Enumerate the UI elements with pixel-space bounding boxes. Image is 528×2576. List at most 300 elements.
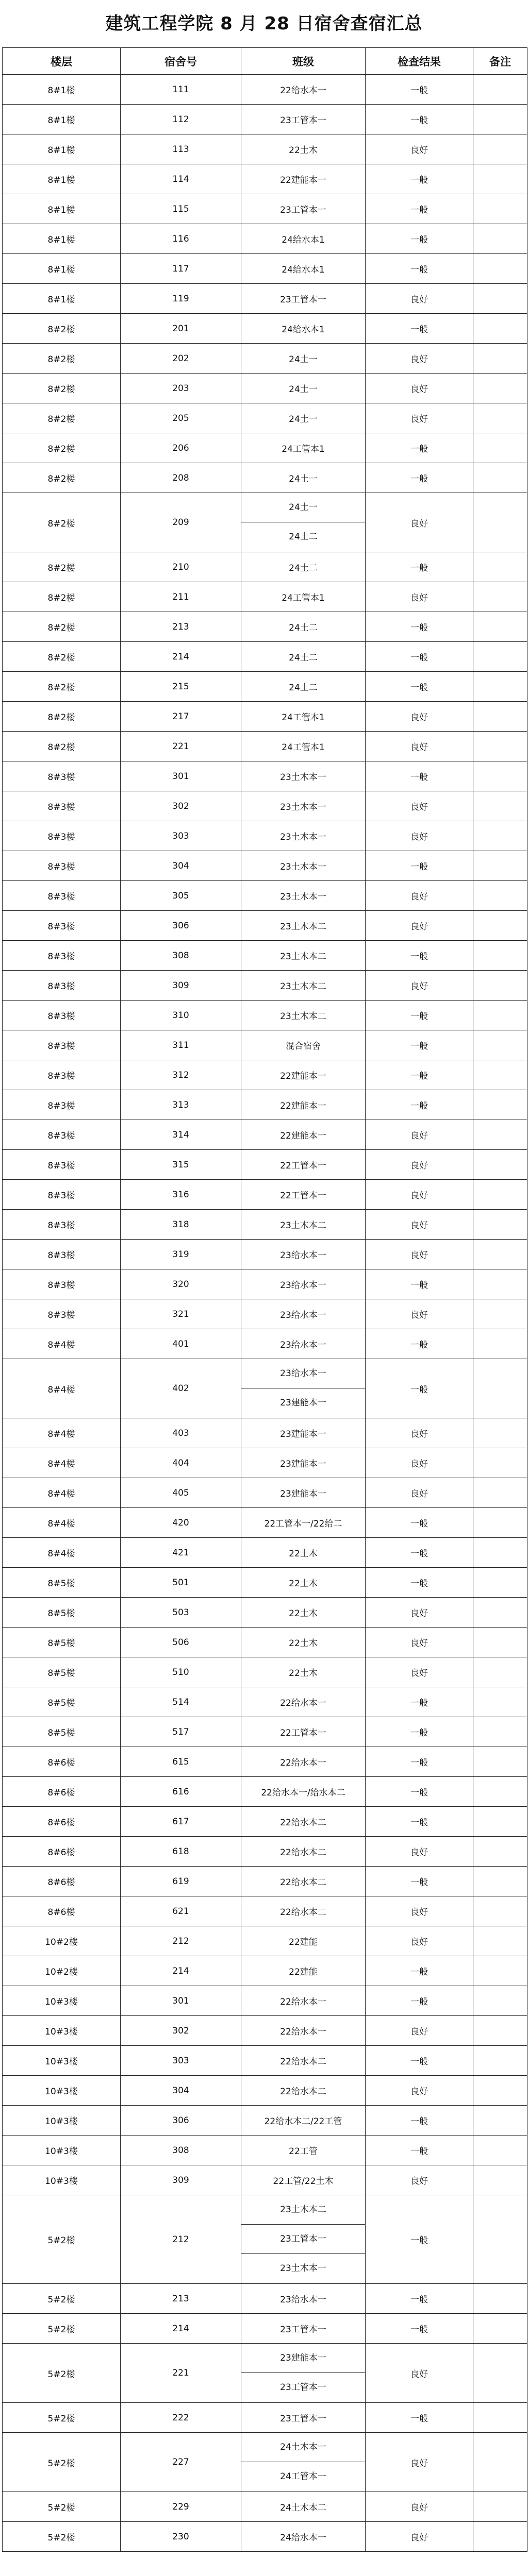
room-number-cell: 203 — [121, 374, 241, 403]
table-row — [3, 2522, 527, 2552]
building-cell: 8#1楼 — [3, 105, 121, 134]
class-cell: 24土木本二 — [241, 2492, 366, 2522]
result-cell: 良好 — [366, 403, 473, 433]
building-cell: 8#1楼 — [3, 134, 121, 164]
result-cell: 一般 — [366, 2284, 473, 2314]
room-number-cell: 316 — [121, 1180, 241, 1210]
table-row — [3, 1657, 527, 1687]
result-cell: 良好 — [366, 791, 473, 821]
room-number-cell: 309 — [121, 2165, 241, 2195]
class-cell: 22土木 — [241, 1657, 366, 1687]
room-number-cell: 506 — [121, 1628, 241, 1657]
building-cell: 8#6楼 — [3, 1867, 121, 1896]
result-cell: 良好 — [366, 1926, 473, 1956]
table-header-row — [3, 48, 527, 75]
result-cell: 一般 — [366, 1867, 473, 1896]
result-cell: 一般 — [366, 1060, 473, 1090]
building-cell: 8#2楼 — [3, 344, 121, 374]
note-cell — [473, 1120, 527, 1150]
result-cell: 良好 — [366, 2016, 473, 2046]
class-cell: 22给水本二 — [241, 1837, 366, 1867]
class-cell: 23工管本一 — [241, 2403, 366, 2433]
result-cell: 一般 — [366, 1956, 473, 1986]
room-number-cell: 405 — [121, 1478, 241, 1508]
room-number-cell: 112 — [121, 105, 241, 134]
result-cell: 良好 — [366, 1657, 473, 1687]
result-cell: 一般 — [366, 2136, 473, 2165]
room-number-cell: 222 — [121, 2403, 241, 2433]
room-number-cell: 303 — [121, 821, 241, 851]
table-row — [3, 2284, 527, 2314]
class-cell — [241, 2433, 366, 2492]
note-cell — [473, 75, 527, 105]
building-cell: 8#5楼 — [3, 1568, 121, 1598]
room-number-cell: 615 — [121, 1747, 241, 1777]
table-row — [3, 1538, 527, 1568]
note-cell — [473, 2314, 527, 2344]
table-row — [3, 2433, 527, 2492]
table-row — [3, 75, 527, 105]
class-cell: 23土木本二 — [241, 941, 366, 971]
table-row — [3, 1060, 527, 1090]
room-number-cell: 616 — [121, 1777, 241, 1807]
class-cell: 22建能 — [241, 1956, 366, 1986]
building-cell: 8#3楼 — [3, 1150, 121, 1180]
room-number-cell: 302 — [121, 791, 241, 821]
note-cell — [473, 791, 527, 821]
result-cell: 一般 — [366, 1269, 473, 1299]
class-cell: 23土木本一 — [241, 881, 366, 911]
result-cell: 一般 — [366, 194, 473, 224]
building-cell: 8#3楼 — [3, 971, 121, 1001]
note-cell — [473, 702, 527, 732]
result-cell: 良好 — [366, 582, 473, 612]
note-cell — [473, 1508, 527, 1538]
table-row — [3, 1867, 527, 1896]
result-cell: 良好 — [366, 1478, 473, 1508]
table-row — [3, 1568, 527, 1598]
class-cell: 24工管本1 — [241, 433, 366, 463]
building-cell: 8#1楼 — [3, 194, 121, 224]
class-cell: 22给水本一 — [241, 2016, 366, 2046]
result-cell: 一般 — [366, 75, 473, 105]
class-cell: 23工管本一 — [241, 284, 366, 314]
note-cell — [473, 1150, 527, 1180]
table-row — [3, 403, 527, 433]
class-sub-cell: 23建能本一 — [280, 2353, 326, 2363]
class-cell: 23土木本二 — [241, 1001, 366, 1030]
result-cell: 一般 — [366, 1359, 473, 1418]
table-row — [3, 1120, 527, 1150]
result-cell: 良好 — [366, 2344, 473, 2403]
class-cell: 23土木本一 — [241, 851, 366, 881]
room-number-cell: 201 — [121, 314, 241, 344]
note-cell — [473, 1060, 527, 1090]
building-cell: 8#5楼 — [3, 1687, 121, 1717]
room-number-cell: 618 — [121, 1837, 241, 1867]
table-row — [3, 851, 527, 881]
building-cell: 8#3楼 — [3, 761, 121, 791]
class-cell: 22工管本一 — [241, 1180, 366, 1210]
table-row — [3, 821, 527, 851]
note-cell — [473, 284, 527, 314]
building-cell: 8#3楼 — [3, 1210, 121, 1240]
result-cell: 一般 — [366, 1568, 473, 1598]
room-number-cell: 318 — [121, 1210, 241, 1240]
table-row — [3, 1628, 527, 1657]
table-row — [3, 881, 527, 911]
building-cell: 10#3楼 — [3, 2046, 121, 2076]
table-row — [3, 1448, 527, 1478]
result-cell: 良好 — [366, 1150, 473, 1180]
room-number-cell: 311 — [121, 1030, 241, 1060]
building-cell: 8#2楼 — [3, 732, 121, 761]
class-cell: 22给水本一/给水本二 — [241, 1777, 366, 1807]
table-row — [3, 2046, 527, 2076]
result-cell: 一般 — [366, 164, 473, 194]
table-row — [3, 1001, 527, 1030]
class-cell: 24土一 — [241, 403, 366, 433]
class-cell: 24土二 — [241, 642, 366, 672]
note-cell — [473, 1568, 527, 1598]
room-number-cell: 617 — [121, 1807, 241, 1837]
room-number-cell: 217 — [121, 702, 241, 732]
class-cell: 23给水本一 — [241, 1299, 366, 1329]
class-cell: 22土木 — [241, 1538, 366, 1568]
note-cell — [473, 314, 527, 344]
table-row — [3, 2136, 527, 2165]
note-cell — [473, 2016, 527, 2046]
result-cell: 一般 — [366, 1538, 473, 1568]
table-row — [3, 224, 527, 254]
building-cell: 8#2楼 — [3, 702, 121, 732]
room-number-cell: 119 — [121, 284, 241, 314]
note-cell — [473, 1657, 527, 1687]
class-cell: 23建能本一 — [241, 1418, 366, 1448]
room-number-cell: 214 — [121, 1956, 241, 1986]
note-cell — [473, 254, 527, 284]
result-cell: 良好 — [366, 732, 473, 761]
note-cell — [473, 164, 527, 194]
class-cell: 23建能本一 — [241, 1478, 366, 1508]
table-row — [3, 1508, 527, 1538]
result-cell: 良好 — [366, 1180, 473, 1210]
building-cell: 8#6楼 — [3, 1777, 121, 1807]
building-cell: 8#6楼 — [3, 1837, 121, 1867]
table-row — [3, 194, 527, 224]
note-cell — [473, 911, 527, 941]
table-row — [3, 134, 527, 164]
room-number-cell: 510 — [121, 1657, 241, 1687]
note-cell — [473, 1956, 527, 1986]
table-row — [3, 2344, 527, 2403]
class-cell: 22给水本二/22工管 — [241, 2106, 366, 2136]
building-cell: 10#3楼 — [3, 2165, 121, 2195]
building-cell: 8#3楼 — [3, 911, 121, 941]
building-cell: 8#2楼 — [3, 403, 121, 433]
table-row — [3, 1030, 527, 1060]
note-cell — [473, 433, 527, 463]
class-cell: 22工管本一 — [241, 1150, 366, 1180]
table-row — [3, 2106, 527, 2136]
room-number-cell: 202 — [121, 344, 241, 374]
class-cell: 24给水本1 — [241, 254, 366, 284]
class-cell: 22给水本一 — [241, 1986, 366, 2016]
building-cell: 8#5楼 — [3, 1598, 121, 1628]
class-cell: 23工管本一 — [241, 105, 366, 134]
note-cell — [473, 881, 527, 911]
class-cell: 23工管本一 — [241, 2314, 366, 2344]
note-cell — [473, 1030, 527, 1060]
building-cell: 8#3楼 — [3, 881, 121, 911]
building-cell: 8#4楼 — [3, 1359, 121, 1418]
result-cell: 良好 — [366, 134, 473, 164]
room-number-cell: 212 — [121, 1926, 241, 1956]
room-number-cell: 306 — [121, 2106, 241, 2136]
note-cell — [473, 374, 527, 403]
result-cell: 一般 — [366, 2046, 473, 2076]
note-cell — [473, 552, 527, 582]
note-cell — [473, 1628, 527, 1657]
result-cell: 一般 — [366, 1807, 473, 1837]
note-cell — [473, 1986, 527, 2016]
class-cell — [241, 1359, 366, 1418]
table-row — [3, 105, 527, 134]
result-cell: 良好 — [366, 1896, 473, 1926]
note-cell — [473, 105, 527, 134]
table-row — [3, 1747, 527, 1777]
note-cell — [473, 1538, 527, 1568]
table-row — [3, 1359, 527, 1418]
table-row — [3, 582, 527, 612]
class-sub-cell: 23土木本一 — [241, 2253, 365, 2283]
class-sub-cell: 23工管本一 — [241, 2372, 365, 2402]
result-cell: 一般 — [366, 1717, 473, 1747]
building-cell: 8#3楼 — [3, 1030, 121, 1060]
room-number-cell: 213 — [121, 2284, 241, 2314]
table-row — [3, 2016, 527, 2046]
class-cell: 22给水本一 — [241, 1747, 366, 1777]
result-cell: 良好 — [366, 374, 473, 403]
room-number-cell: 211 — [121, 582, 241, 612]
table-row — [3, 1418, 527, 1448]
note-cell — [473, 2195, 527, 2284]
class-cell: 23建能本一 — [241, 1448, 366, 1478]
result-cell: 良好 — [366, 1120, 473, 1150]
building-cell: 8#4楼 — [3, 1508, 121, 1538]
result-cell: 一般 — [366, 672, 473, 702]
building-cell: 5#2楼 — [3, 2492, 121, 2522]
building-cell: 8#5楼 — [3, 1717, 121, 1747]
room-number-cell: 210 — [121, 552, 241, 582]
table-row — [3, 1478, 527, 1508]
note-cell — [473, 1837, 527, 1867]
result-cell: 良好 — [366, 881, 473, 911]
note-cell — [473, 1299, 527, 1329]
table-body — [3, 75, 527, 2552]
room-number-cell: 206 — [121, 433, 241, 463]
table-row — [3, 344, 527, 374]
note-cell — [473, 2344, 527, 2403]
table-row — [3, 1240, 527, 1269]
note-cell — [473, 1478, 527, 1508]
building-cell: 8#3楼 — [3, 791, 121, 821]
note-cell — [473, 612, 527, 642]
result-cell: 一般 — [366, 2314, 473, 2344]
note-cell — [473, 194, 527, 224]
building-cell: 8#1楼 — [3, 254, 121, 284]
note-cell — [473, 2165, 527, 2195]
building-cell: 8#1楼 — [3, 284, 121, 314]
table-row — [3, 2403, 527, 2433]
class-cell — [241, 2344, 366, 2403]
room-number-cell: 421 — [121, 1538, 241, 1568]
table-row — [3, 314, 527, 344]
class-cell: 24工管本1 — [241, 732, 366, 761]
room-number-cell: 212 — [121, 2195, 241, 2284]
result-cell: 一般 — [366, 552, 473, 582]
note-cell — [473, 1090, 527, 1120]
class-cell: 22建能本一 — [241, 1060, 366, 1090]
result-cell: 良好 — [366, 2165, 473, 2195]
note-cell — [473, 1240, 527, 1269]
table-row — [3, 1687, 527, 1717]
room-number-cell: 301 — [121, 1986, 241, 2016]
result-cell: 一般 — [366, 1329, 473, 1359]
class-cell: 22工管本一/22给二 — [241, 1508, 366, 1538]
table-row — [3, 1598, 527, 1628]
class-sub-cell: 24土木本一 — [280, 2442, 326, 2452]
table-row — [3, 493, 527, 552]
class-cell: 24工管本1 — [241, 582, 366, 612]
result-cell: 良好 — [366, 1418, 473, 1448]
note-cell — [473, 761, 527, 791]
result-cell: 良好 — [366, 1448, 473, 1478]
result-cell: 良好 — [366, 911, 473, 941]
building-cell: 8#2楼 — [3, 433, 121, 463]
room-number-cell: 213 — [121, 612, 241, 642]
room-number-cell: 113 — [121, 134, 241, 164]
table-row — [3, 1926, 527, 1956]
class-cell: 23土木本一 — [241, 761, 366, 791]
note-cell — [473, 2522, 527, 2552]
page-title: 建筑工程学院 8 月 28 日宿舍查宿汇总 — [105, 13, 423, 34]
class-cell: 24给水本1 — [241, 314, 366, 344]
class-cell: 23给水本一 — [241, 1329, 366, 1359]
table-row — [3, 1896, 527, 1926]
column-header-room: 宿舍号 — [121, 48, 241, 75]
class-cell: 22给水本二 — [241, 1896, 366, 1926]
result-cell: 良好 — [366, 493, 473, 552]
room-number-cell: 221 — [121, 732, 241, 761]
result-cell: 一般 — [366, 612, 473, 642]
room-number-cell: 312 — [121, 1060, 241, 1090]
result-cell: 一般 — [366, 105, 473, 134]
class-sub-cell: 24土一 — [289, 502, 318, 513]
class-cell: 24土二 — [241, 672, 366, 702]
result-cell: 一般 — [366, 851, 473, 881]
note-cell — [473, 732, 527, 761]
note-cell — [473, 1418, 527, 1448]
table-row — [3, 463, 527, 493]
note-cell — [473, 1807, 527, 1837]
class-cell: 23给水本一 — [241, 2284, 366, 2314]
result-cell: 一般 — [366, 761, 473, 791]
note-cell — [473, 1448, 527, 1478]
result-cell: 良好 — [366, 284, 473, 314]
room-number-cell: 315 — [121, 1150, 241, 1180]
result-cell: 一般 — [366, 1986, 473, 2016]
class-cell: 22土木 — [241, 1628, 366, 1657]
building-cell: 10#3楼 — [3, 2076, 121, 2106]
result-cell: 一般 — [366, 1508, 473, 1538]
note-cell — [473, 1747, 527, 1777]
result-cell: 一般 — [366, 642, 473, 672]
building-cell: 8#3楼 — [3, 1120, 121, 1150]
building-cell: 8#2楼 — [3, 552, 121, 582]
class-cell: 24土一 — [241, 344, 366, 374]
room-number-cell: 114 — [121, 164, 241, 194]
room-number-cell: 321 — [121, 1299, 241, 1329]
building-cell: 8#2楼 — [3, 314, 121, 344]
result-cell: 一般 — [366, 2106, 473, 2136]
table-row — [3, 1329, 527, 1359]
note-cell — [473, 941, 527, 971]
note-cell — [473, 971, 527, 1001]
result-cell: 一般 — [366, 433, 473, 463]
building-cell: 8#3楼 — [3, 1180, 121, 1210]
building-cell: 8#3楼 — [3, 851, 121, 881]
building-cell: 8#2楼 — [3, 374, 121, 403]
building-cell: 8#6楼 — [3, 1896, 121, 1926]
room-number-cell: 229 — [121, 2492, 241, 2522]
result-cell: 良好 — [366, 971, 473, 1001]
result-cell: 良好 — [366, 2433, 473, 2492]
note-cell — [473, 1180, 527, 1210]
class-cell: 22给水本二 — [241, 1867, 366, 1896]
building-cell: 8#2楼 — [3, 612, 121, 642]
room-number-cell: 116 — [121, 224, 241, 254]
table-row — [3, 702, 527, 732]
class-cell: 22建能 — [241, 1926, 366, 1956]
table-row — [3, 1717, 527, 1747]
table-row — [3, 672, 527, 702]
table-row — [3, 732, 527, 761]
building-cell: 8#2楼 — [3, 493, 121, 552]
table-row — [3, 612, 527, 642]
building-cell: 8#4楼 — [3, 1448, 121, 1478]
class-cell: 22给水本一 — [241, 1687, 366, 1717]
note-cell — [473, 1926, 527, 1956]
table-row — [3, 552, 527, 582]
class-cell: 22工管 — [241, 2136, 366, 2165]
note-cell — [473, 2046, 527, 2076]
table-row — [3, 1986, 527, 2016]
building-cell: 8#2楼 — [3, 582, 121, 612]
result-cell: 一般 — [366, 224, 473, 254]
note-cell — [473, 1687, 527, 1717]
note-cell — [473, 1896, 527, 1926]
room-number-cell: 517 — [121, 1717, 241, 1747]
column-header-result: 检查结果 — [366, 48, 473, 75]
room-number-cell: 205 — [121, 403, 241, 433]
note-cell — [473, 344, 527, 374]
room-number-cell: 209 — [121, 493, 241, 552]
table-row — [3, 2076, 527, 2106]
class-cell: 22工管本一 — [241, 1717, 366, 1747]
room-number-cell: 230 — [121, 2522, 241, 2552]
class-cell — [241, 2195, 366, 2284]
